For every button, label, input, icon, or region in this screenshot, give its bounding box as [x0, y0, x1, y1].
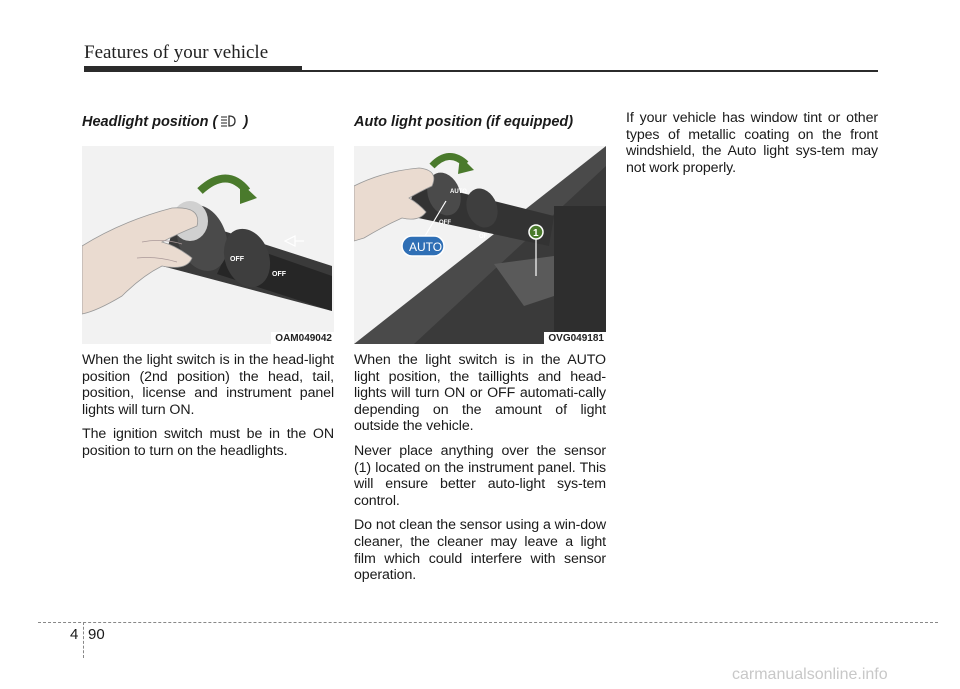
headlight-switch-illustration [82, 146, 334, 344]
watermark: carmanualsonline.info [732, 666, 888, 683]
chapter-number: 4 [70, 626, 79, 643]
paragraph: When the light switch is in the head-light position (2nd position) the head, tail, position, license and instrument panel lights will turn ON. [82, 352, 334, 418]
off-label: OF [479, 234, 488, 240]
auto-switch-label: AUTO [450, 189, 467, 195]
column-headlight [82, 108, 334, 468]
header-rule-thin [302, 70, 878, 72]
section-heading-auto-light: Auto light position (if equipped) [354, 114, 574, 130]
paragraph: If your vehicle has window tint or other types of metallic coating on the front windshield, the Auto light sys-tem may not work properly. [626, 110, 878, 176]
off-label: OFF [439, 220, 451, 226]
paragraph: Do not clean the sensor using a win-dow cleaner, the cleaner may leave a light film which could interfere with sensor operation. [354, 517, 606, 584]
page-number: 90 [88, 626, 105, 643]
heading-text: Headlight position ( [82, 114, 218, 130]
column-auto-light [354, 108, 606, 592]
figure-auto-light-switch [354, 146, 606, 344]
figure-headlight-switch [82, 146, 334, 344]
column-note [626, 110, 878, 184]
auto-light-switch-illustration [354, 146, 606, 344]
section-heading-headlight [82, 114, 334, 130]
footer-rule [38, 622, 938, 623]
paragraph: Never place anything over the sensor (1) located on the instrument panel. This will ensure better auto-light sys-tem control. [354, 442, 606, 509]
callout-number: 1 [533, 228, 539, 239]
off-label: OFF [230, 256, 244, 263]
figure-code: OAM049042 [271, 332, 334, 344]
paragraph: The ignition switch must be in the ON position to turn on the headlights. [82, 426, 334, 459]
off-label: OFF [272, 271, 286, 278]
figure-code: OVG049181 [544, 332, 606, 344]
footer-divider [83, 622, 84, 658]
headlight-icon [220, 114, 236, 128]
heading-text-end: ) [239, 114, 249, 130]
paragraph: When the light switch is in the AUTO light position, the taillights and head-lights will turn ON or OFF automati-cally depending on the amount of light outside the vehicle. [354, 352, 606, 435]
page-header-title: Features of your vehicle [84, 42, 269, 63]
header-rule-thick [84, 66, 302, 72]
auto-badge-label: AUTO [409, 240, 443, 254]
